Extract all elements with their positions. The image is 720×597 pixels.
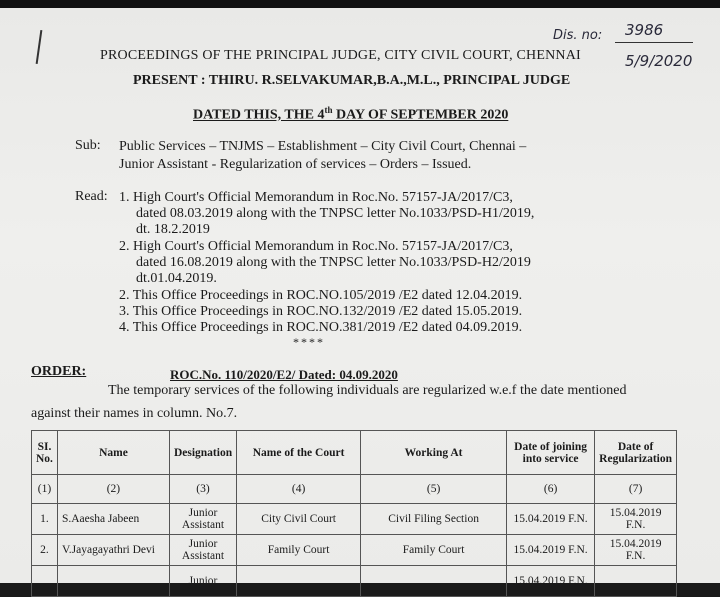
separator-stars: **** — [293, 335, 325, 349]
read-line-2: dated 08.03.2019 along with the TNPSC letter No.1033/PSD-H1/2019, — [136, 206, 535, 221]
column-number: (3) — [169, 475, 236, 504]
cell-date-regularization: 15.04.2019 F.N. — [595, 504, 677, 535]
read-line-9: 4. This Office Proceedings in ROC.NO.381/2019 /E2 dated 04.09.2019. — [119, 320, 523, 335]
read-label: Read: — [75, 189, 108, 204]
cell-court: City Civil Court — [237, 504, 361, 535]
column-number: (6) — [507, 475, 595, 504]
cell-date-regularization — [595, 566, 677, 597]
header-name: Name — [57, 431, 169, 475]
cell-designation: Junior — [169, 566, 236, 597]
column-number: (4) — [237, 475, 361, 504]
table-header-row — [32, 431, 677, 475]
read-line-8: 3. This Office Proceedings in ROC.NO.132/2019 /E2 dated 15.05.2019. — [119, 304, 523, 319]
column-number: (5) — [361, 475, 507, 504]
header-working-at: Working At — [361, 431, 507, 475]
read-line-1: 1. High Court's Official Memorandum in Roc.No. 57157-JA/2017/C3, — [119, 190, 513, 205]
read-line-5: dated 16.08.2019 along with the TNPSC letter No.1033/PSD-H2/2019 — [136, 255, 531, 270]
cell-court: Family Court — [237, 535, 361, 566]
table-row — [32, 535, 677, 566]
order-paragraph-line-2: against their names in column. No.7. — [31, 406, 238, 421]
handwritten-date: 5/9/2020 — [625, 52, 693, 70]
cell-designation: Junior Assistant — [169, 504, 236, 535]
read-line-4: 2. High Court's Official Memorandum in Roc.No. 57157-JA/2017/C3, — [119, 239, 513, 254]
table-column-number-row — [32, 475, 677, 504]
header-designation: Designation — [169, 431, 236, 475]
column-number: (7) — [595, 475, 677, 504]
subject-label: Sub: — [75, 138, 101, 153]
cell-name: V.Jayagayathri Devi — [57, 535, 169, 566]
handwritten-dis-number: 3986 — [625, 21, 664, 39]
table-row — [32, 504, 677, 535]
order-paragraph-line-1: The temporary services of the following individuals are regularized w.e.f the date mentioned — [108, 383, 627, 398]
cell-working-at — [361, 566, 507, 597]
cell-sl-no: 1. — [32, 504, 58, 535]
cell-sl-no: 2. — [32, 535, 58, 566]
cell-date-joining: 15.04.2019 F.N. — [507, 566, 595, 597]
header-date-regularization: Date of Regularization — [595, 431, 677, 475]
cell-sl-no — [32, 566, 58, 597]
order-roc-number: ROC.No. 110/2020/E2/ Dated: 04.09.2020 — [170, 367, 398, 382]
cell-date-joining: 15.04.2019 F.N. — [507, 535, 595, 566]
present-line: PRESENT : THIRU. R.SELVAKUMAR,B.A.,M.L., PRINCIPAL JUDGE — [133, 73, 571, 88]
table-row — [32, 566, 677, 597]
cell-court — [237, 566, 361, 597]
top-dark-band — [0, 0, 720, 8]
regularization-table — [31, 430, 677, 597]
handwritten-dis-label: Dis. no: — [553, 28, 603, 43]
cell-date-joining: 15.04.2019 F.N. — [507, 504, 595, 535]
cell-working-at: Family Court — [361, 535, 507, 566]
read-line-3: dt. 18.2.2019 — [136, 222, 210, 237]
dated-line: DATED THIS, THE 4th DAY OF SEPTEMBER 2020 — [193, 105, 509, 123]
cell-working-at: Civil Filing Section — [361, 504, 507, 535]
header-sl-no: SI. No. — [32, 431, 58, 475]
cell-name — [57, 566, 169, 597]
column-number: (2) — [57, 475, 169, 504]
cell-designation: Junior Assistant — [169, 535, 236, 566]
header-date-joining: Date of joining into service — [507, 431, 595, 475]
subject-line-1: Public Services – TNJMS – Establishment – City Civil Court, Chennai – — [119, 139, 527, 154]
proceedings-title: PROCEEDINGS OF THE PRINCIPAL JUDGE, CITY CIVIL COURT, CHENNAI — [100, 48, 581, 63]
subject-line-2: Junior Assistant - Regularization of services – Orders – Issued. — [119, 157, 472, 172]
cell-name: S.Aaesha Jabeen — [57, 504, 169, 535]
read-line-7: 2. This Office Proceedings in ROC.NO.105/2019 /E2 dated 12.04.2019. — [119, 288, 523, 303]
column-number: (1) — [32, 475, 58, 504]
read-line-6: dt.01.04.2019. — [136, 271, 217, 286]
handwritten-underline — [615, 42, 693, 43]
cell-date-regularization: 15.04.2019 F.N. — [595, 535, 677, 566]
header-court: Name of the Court — [237, 431, 361, 475]
order-label: ORDER: — [31, 364, 87, 379]
